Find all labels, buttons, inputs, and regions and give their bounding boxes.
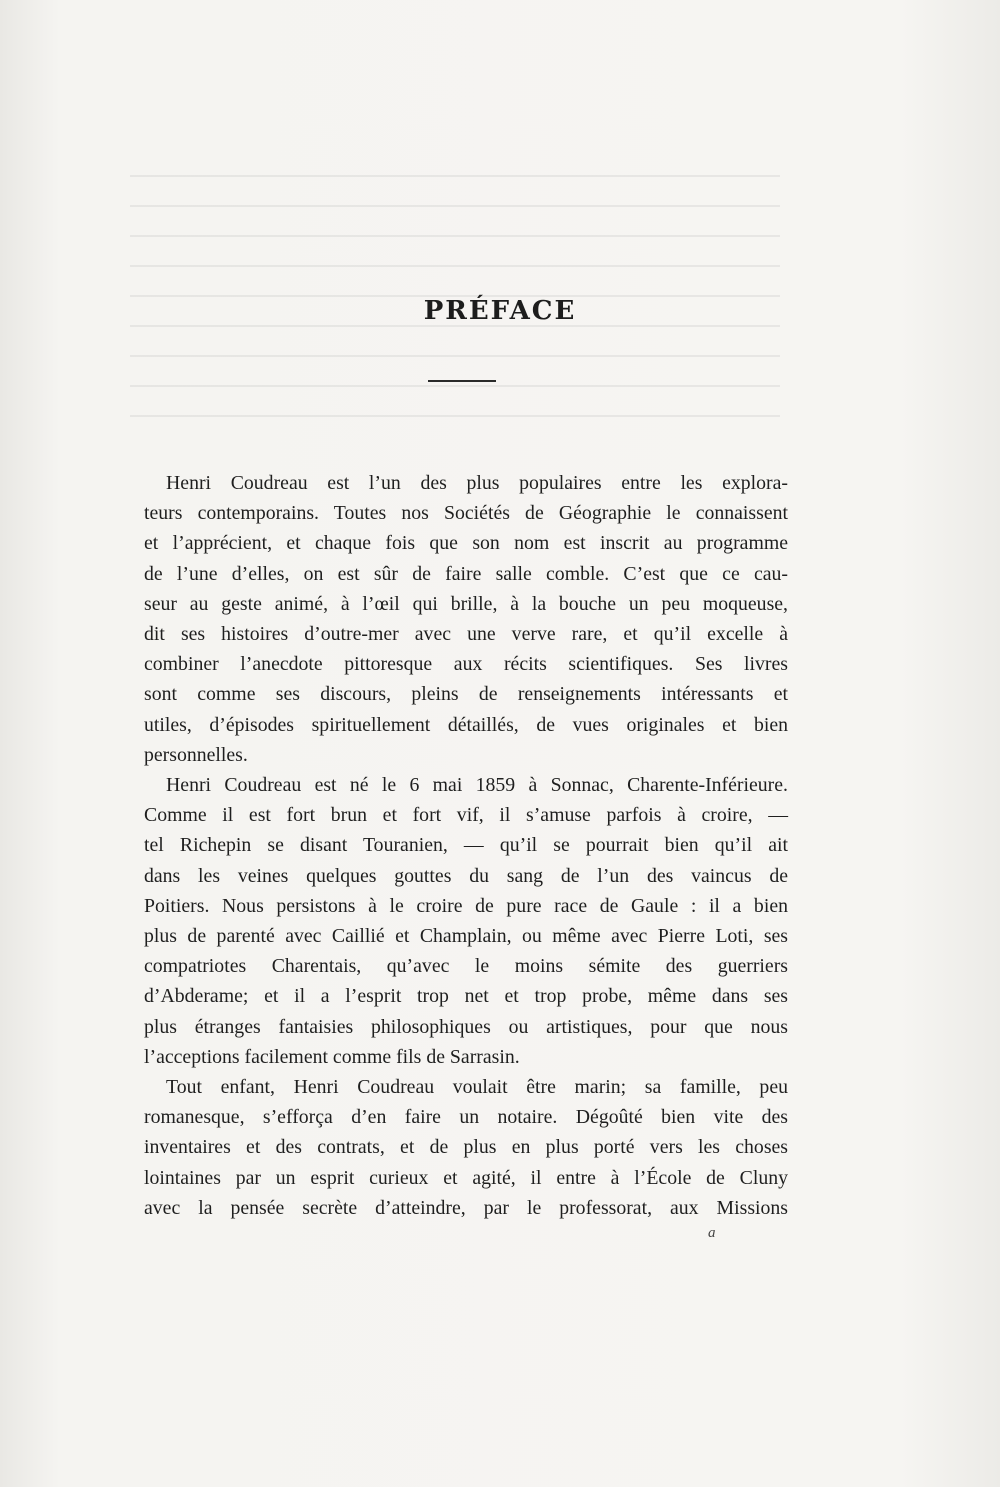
- text-line: plus de parenté avec Caillié et Champlain, ou même avec Pierre Loti, ses: [144, 925, 788, 948]
- text-line: inventaires et des contrats, et de plus en plus porté vers les choses: [144, 1136, 788, 1159]
- text-line: dans les veines quelques gouttes du sang de l’un des vaincus de: [144, 864, 788, 887]
- text-line: Comme il est fort brun et fort vif, il s’amuse parfois à croire, —: [144, 804, 788, 827]
- body-text: [144, 468, 788, 1223]
- paragraph-1: [144, 468, 788, 770]
- text-line: tel Richepin se disant Touranien, — qu’il se pourrait bien qu’il ait: [144, 834, 788, 857]
- text-line: combiner l’anecdote pittoresque aux récits scientifiques. Ses livres: [144, 653, 788, 676]
- text-line: sont comme ses discours, pleins de renseignements intéressants et: [144, 683, 788, 706]
- page-title: PRÉFACE: [423, 296, 577, 326]
- text-line: et l’apprécient, et chaque fois que son nom est inscrit au programme: [144, 532, 788, 555]
- text-line: lointaines par un esprit curieux et agité, il entre à l’École de Cluny: [144, 1166, 788, 1189]
- text-line: de l’une d’elles, on est sûr de faire salle comble. C’est que ce cau-: [144, 562, 788, 585]
- text-line: utiles, d’épisodes spirituellement détaillés, de vues originales et bien: [144, 713, 788, 736]
- text-line: avec la pensée secrète d’atteindre, par le professorat, aux Missions: [144, 1196, 788, 1219]
- text-line: teurs contemporains. Toutes nos Sociétés de Géographie le connaissent: [144, 502, 788, 525]
- text-line: Henri Coudreau est né le 6 mai 1859 à Sonnac, Charente-Inférieure.: [166, 774, 788, 797]
- page-signature: a: [708, 1225, 716, 1241]
- text-line: dit ses histoires d’outre-mer avec une verve rare, et qu’il excelle à: [144, 623, 788, 646]
- text-line: plus étranges fantaisies philosophiques ou artistiques, pour que nous: [144, 1015, 788, 1038]
- text-line: romanesque, s’efforça d’en faire un notaire. Dégoûté bien vite des: [144, 1106, 788, 1129]
- text-line: Tout enfant, Henri Coudreau voulait être marin; sa famille, peu: [166, 1076, 788, 1099]
- paragraph-2: [144, 770, 788, 1072]
- text-line: l’acceptions facilement comme fils de Sarrasin.: [144, 1045, 520, 1068]
- text-line: compatriotes Charentais, qu’avec le moins sémite des guerriers: [144, 955, 788, 978]
- text-line: seur au geste animé, à l’œil qui brille, à la bouche un peu moqueuse,: [144, 592, 788, 615]
- title-divider: [428, 380, 496, 382]
- paragraph-3: [144, 1072, 788, 1223]
- text-line: Henri Coudreau est l’un des plus populaires entre les explora-: [166, 472, 788, 494]
- text-line: personnelles.: [144, 743, 248, 766]
- text-line: Poitiers. Nous persistons à le croire de pure race de Gaule : il a bien: [144, 894, 788, 917]
- text-line: d’Abderame; et il a l’esprit trop net et trop probe, même dans ses: [144, 985, 788, 1008]
